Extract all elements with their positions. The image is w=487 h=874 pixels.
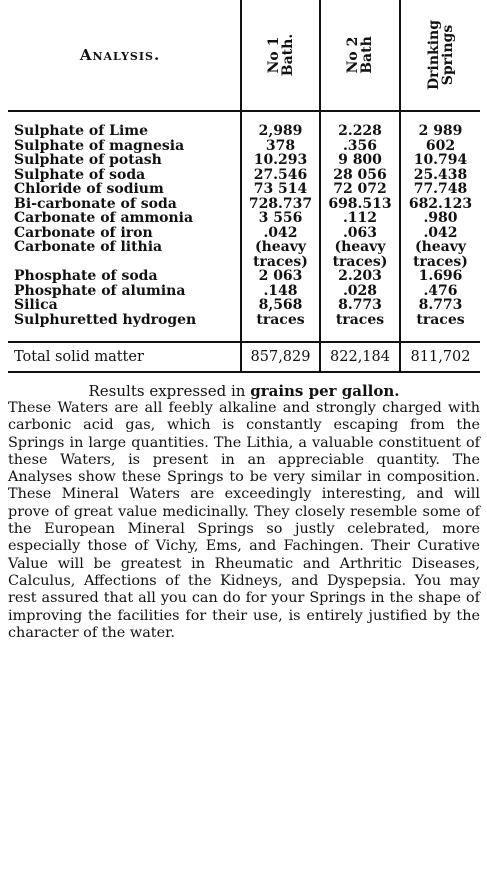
total-drinking-springs: 811,702 <box>400 342 480 372</box>
total-row <box>8 342 480 372</box>
caption-text: Results expressed in <box>88 382 251 400</box>
column-header-line2: Bath <box>359 36 375 74</box>
column-header-line2: Bath. <box>279 33 296 77</box>
analysis-table <box>8 0 480 373</box>
description-paragraph: These Waters are all feebly alkaline and strongly charged with carbonic acid gas, which is constantly escaping from the Springs in large quantities. The Lithia, a valuable constituent of these Waters, is present in an appreciable quantity. The Analyses show these Springs to be very similar in composition. These Mineral Waters are exceedingly interesting, and will prove of great value medicinally. They closely resemble some of the European Mineral Springs so justly celebrated, more especially those of Vichy, Ems, and Fachingen. Their Curative Value will be greatest in Rheumatic and Arthritic Diseases, Calculus, Affections of the Kidneys, and Dyspepsia. You may rest assured that all you can do for your Springs in the shape of improving the facilities for their use, is entirely justified by the character of the water. <box>8 400 480 641</box>
substance-name: Chloride of sodium <box>14 181 164 197</box>
value-bath-2: 9 800 <box>320 153 400 168</box>
value-bath-1: 73 514 <box>241 182 320 197</box>
table-row <box>8 211 480 226</box>
value-bath-2: (heavy traces) <box>320 240 400 269</box>
value-drinking-springs: 602 <box>400 139 480 154</box>
value-drinking-springs: .476 <box>400 284 480 299</box>
value-bath-2: .112 <box>320 211 400 226</box>
value-bath-2: 698.513 <box>320 197 400 212</box>
total-bath-1: 857,829 <box>241 342 320 372</box>
value-bath-1: 3 556 <box>241 211 320 226</box>
substance-name: Sulphate of potash <box>14 152 162 168</box>
substance-name: Sulphate of magnesia <box>14 137 185 154</box>
substance-name: Phosphate of alumina <box>14 282 186 299</box>
value-bath-2: .356 <box>320 139 400 154</box>
value-bath-1: (heavy traces) <box>241 240 320 269</box>
total-label: Total solid matter <box>8 342 241 372</box>
table-row <box>8 153 480 168</box>
results-caption <box>8 383 480 400</box>
substance-name: Carbonate of ammonia <box>14 210 194 226</box>
value-bath-2: traces <box>320 313 400 343</box>
value-bath-1: .042 <box>241 226 320 241</box>
table-row <box>8 111 480 139</box>
substance-name: Carbonate of iron <box>14 224 153 241</box>
value-bath-2: .063 <box>320 226 400 241</box>
table-row <box>8 226 480 241</box>
value-bath-2: 8.773 <box>320 298 400 313</box>
value-drinking-springs: (heavy traces) <box>400 240 480 269</box>
value-drinking-springs: 25.438 <box>400 168 480 183</box>
value-bath-2: 2.228 <box>320 111 400 139</box>
column-header-line1: No 1 <box>265 36 282 74</box>
value-drinking-springs: 2 989 <box>400 111 480 139</box>
value-bath-1: 2,989 <box>241 111 320 139</box>
column-header-bath-1 <box>241 0 320 111</box>
table-row <box>8 168 480 183</box>
value-drinking-springs: 8.773 <box>400 298 480 313</box>
total-bath-2: 822,184 <box>320 342 400 372</box>
table-row <box>8 197 480 212</box>
value-drinking-springs: 682.123 <box>400 197 480 212</box>
value-bath-1: 378 <box>241 139 320 154</box>
value-drinking-springs: .042 <box>400 226 480 241</box>
column-header-line1: Drinking <box>425 20 442 90</box>
table-row <box>8 269 480 284</box>
value-bath-1: 728.737 <box>241 197 320 212</box>
value-bath-1: traces <box>241 313 320 343</box>
substance-name: Sulphate of Lime <box>14 123 149 139</box>
value-bath-2: 28 056 <box>320 168 400 183</box>
substance-name: Carbonate of lithia <box>14 239 163 255</box>
table-body <box>8 111 480 342</box>
substance-name: Bi-carbonate of soda <box>14 195 177 212</box>
value-bath-1: 10.293 <box>241 153 320 168</box>
column-header-drinking-springs <box>400 0 480 111</box>
table-row <box>8 313 480 343</box>
value-bath-2: 72 072 <box>320 182 400 197</box>
value-bath-1: 27.546 <box>241 168 320 183</box>
table-row <box>8 182 480 197</box>
substance-name: Phosphate of soda <box>14 268 158 284</box>
column-header-bath-2 <box>320 0 400 111</box>
table-row <box>8 139 480 154</box>
substance-name: Sulphate of soda <box>14 166 146 183</box>
value-drinking-springs: 1.696 <box>400 269 480 284</box>
column-header-line1: No 2 <box>345 36 361 74</box>
value-bath-2: 2.203 <box>320 269 400 284</box>
caption-unit: grains per gallon. <box>250 382 400 400</box>
value-drinking-springs: 77.748 <box>400 182 480 197</box>
substance-name: Sulphuretted hydrogen <box>14 311 197 328</box>
value-drinking-springs: 10.794 <box>400 153 480 168</box>
analysis-header: Analysis. <box>8 0 241 111</box>
document-clipping <box>8 0 480 874</box>
value-bath-1: 8,568 <box>241 298 320 313</box>
value-bath-1: .148 <box>241 284 320 299</box>
value-drinking-springs: traces <box>400 313 480 343</box>
column-header-line2: Springs <box>439 24 456 86</box>
value-bath-2: .028 <box>320 284 400 299</box>
substance-name: Silica <box>14 297 58 313</box>
table-row <box>8 298 480 313</box>
table-row <box>8 284 480 299</box>
table-header <box>8 0 480 111</box>
value-bath-1: 2 063 <box>241 269 320 284</box>
table-row <box>8 240 480 269</box>
value-drinking-springs: .980 <box>400 211 480 226</box>
